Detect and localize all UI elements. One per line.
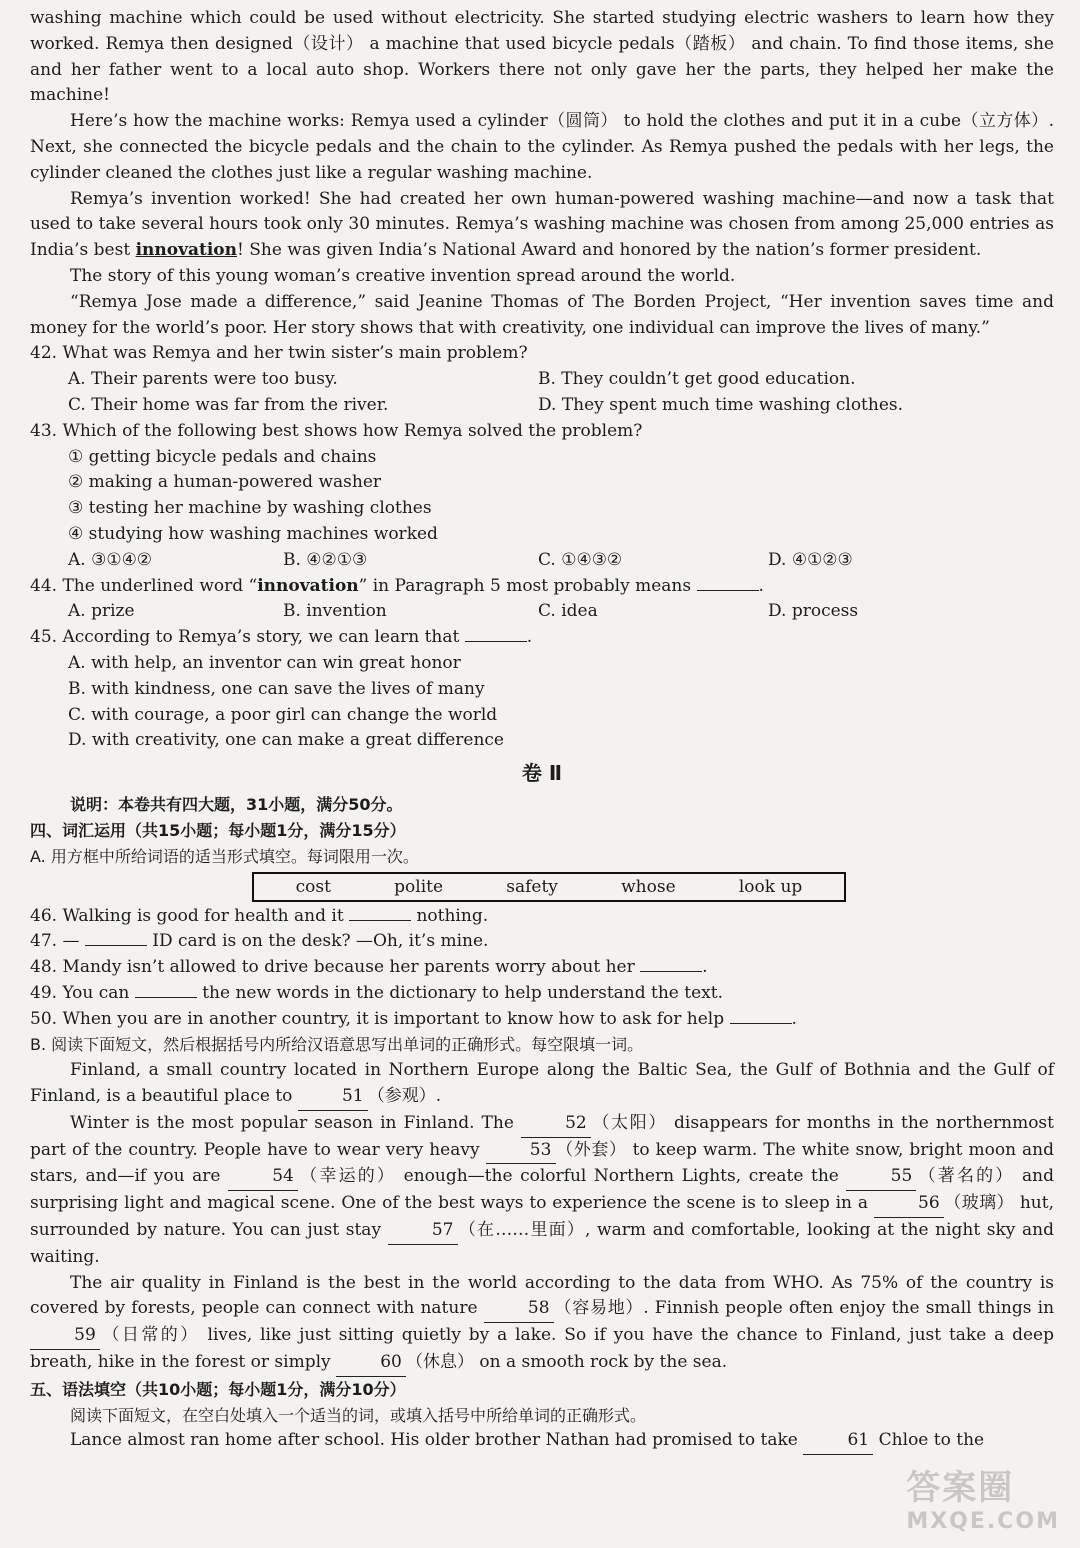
blank-55[interactable]: 55: [846, 1164, 916, 1191]
finland-text: （玻璃） hut, surrounded by nature. You can just stay: [30, 1193, 1054, 1241]
blank-59[interactable]: 59: [30, 1323, 100, 1350]
q43-item-4: ④ studying how washing machines worked: [68, 523, 438, 544]
q48-text-b: .: [702, 957, 708, 978]
passage-paragraph-4: The story of this young woman’s creative invention spread around the world.: [70, 265, 736, 286]
q45-option-c: C. with courage, a poor girl can change the world: [68, 704, 498, 725]
finland-text: （在……里面）, warm and comfortable, looking at the night sky and waiting.: [30, 1220, 1054, 1267]
finland-paragraph-1: [30, 1058, 1054, 1111]
q43-item-1: ① getting bicycle pedals and chains: [68, 446, 377, 467]
q44-option-b: B. invention: [283, 601, 387, 622]
para3-text-before: Remya’s invention worked! She had created her own human-powered washing machine—and now a task that used to take several hours took only 30 minutes. Remya’s washing machine was chosen from among 25,000 entries as India’s best: [30, 188, 1054, 261]
q43-item-3: ③ testing her machine by washing clothes: [68, 498, 432, 519]
q48-answer-blank[interactable]: [640, 955, 702, 972]
q44-stem-start: 44. The underlined word “: [30, 575, 258, 596]
watermark-main-text: 答案圈: [906, 1468, 1015, 1508]
finland-text: （日常的） lives, like just sitting quietly by a lake. So if you have the chance to Finland, just take a deep breath, hike in the forest or simply: [30, 1325, 1054, 1373]
question-43-stem: 43. Which of the following best shows how Remya solved the problem?: [30, 420, 643, 441]
para3-text-after: ! She was given India’s National Award and honored by the nation’s former president.: [236, 240, 982, 261]
blank-56[interactable]: 56: [874, 1191, 944, 1218]
finland-text: （太阳） disappears for months in the northernmost part of the country. People have to wear very heavy: [30, 1112, 1054, 1160]
question-44-stem: 44. The underlined word “innovation” in Paragraph 5 most probably means .: [30, 575, 764, 596]
finland-text: （休息） on a smooth rock by the sea.: [406, 1352, 728, 1373]
q45-stem-text: 45. According to Remya’s story, we can learn that: [30, 627, 460, 648]
grammar-text: Lance almost ran home after school. His older brother Nathan had promised to take: [70, 1430, 798, 1451]
word-box-item: safety: [506, 876, 558, 897]
q44-option-a: A. prize: [68, 601, 135, 622]
finland-text: The air quality in Finland is the best in the world according to the data from WHO. As 75% of the country is covered by forests, people can connect with nature: [30, 1272, 1054, 1319]
question-50: [30, 1007, 1054, 1033]
finland-text: （外套） to keep warm. The white snow, bright moon and stars, and—if you are: [30, 1139, 1055, 1187]
part-4a-instruction: A. 用方框中所给词语的适当形式填空。每词限用一次。: [30, 846, 419, 866]
blank-58[interactable]: 58: [484, 1296, 554, 1323]
grammar-passage-line: [30, 1428, 1054, 1455]
q44-answer-blank[interactable]: [697, 574, 759, 591]
word-box-item: cost: [295, 876, 331, 897]
q47-answer-blank[interactable]: [85, 929, 147, 946]
q46-text-a: 46. Walking is good for health and it: [30, 905, 344, 926]
section-2-title: 卷 Ⅱ: [521, 761, 563, 786]
part-5-instruction: 阅读下面短文，在空白处填入一个适当的词，或填入括号中所给单词的正确形式。: [70, 1405, 647, 1425]
q45-option-a: A. with help, an inventor can win great honor: [68, 652, 461, 673]
word-box-item: polite: [394, 876, 444, 897]
q43-option-c: C. ①④③②: [538, 549, 623, 570]
question-48: [30, 955, 1054, 981]
question-46: [30, 904, 1054, 930]
q44-stem-end: ” in Paragraph 5 most probably means: [358, 575, 692, 596]
question-45-stem: 45. According to Remya’s story, we can learn that .: [30, 627, 533, 648]
question-42-stem: 42. What was Remya and her twin sister’s main problem?: [30, 343, 528, 364]
word-box-item: whose: [621, 876, 676, 897]
finland-text: （参观）.: [367, 1086, 442, 1107]
passage-paragraph-3: [30, 187, 1054, 264]
q50-text-a: 50. When you are in another country, it is important to know how to ask for help: [30, 1008, 725, 1029]
q43-option-a: A. ③①④②: [68, 549, 153, 570]
q45-option-d: D. with creativity, one can make a great difference: [68, 730, 504, 751]
finland-paragraph-2: [30, 1111, 1054, 1271]
q49-text-a: 49. You can: [30, 982, 130, 1003]
blank-57[interactable]: 57: [388, 1218, 458, 1245]
finland-text: （容易地）. Finnish people often enjoy the small things in: [553, 1298, 1055, 1319]
q49-text-b: the new words in the dictionary to help understand the text.: [202, 982, 723, 1003]
finland-paragraph-3: [30, 1271, 1054, 1377]
question-42-options-row-1: [30, 367, 1054, 393]
blank-61[interactable]: 61: [803, 1428, 873, 1455]
q48-text-a: 48. Mandy isn’t allowed to drive because her parents worry about her: [30, 957, 635, 978]
q44-option-d: D. process: [768, 601, 859, 622]
q46-text-b: nothing.: [416, 905, 489, 926]
innovation-underlined-word: innovation: [135, 240, 237, 261]
finland-text: Winter is the most popular season in Finland. The: [70, 1112, 514, 1133]
q42-option-d: D. They spent much time washing clothes.: [538, 394, 904, 415]
blank-60[interactable]: 60: [336, 1350, 406, 1377]
finland-text: （著名的） and surprising light and magical scene. One of the best ways to experience the scene is to sleep in a: [30, 1166, 1055, 1214]
q47-text-b: ID card is on the desk? —Oh, it’s mine.: [152, 931, 489, 952]
question-49: [30, 981, 1054, 1007]
section-2-note: 说明：本卷共有四大题，31小题，满分50分。: [70, 795, 403, 815]
part-4b-instruction: B. 阅读下面短文，然后根据括号内所给汉语意思写出单词的正确形式。每空限填一词。: [30, 1035, 644, 1055]
q44-stem-word: innovation: [257, 575, 359, 596]
site-watermark-logo: [906, 1460, 1060, 1534]
q43-item-2: ② making a human-powered washer: [68, 472, 382, 493]
q46-answer-blank[interactable]: [349, 904, 411, 921]
q50-answer-blank[interactable]: [730, 1007, 792, 1024]
q42-option-a: A. Their parents were too busy.: [68, 369, 338, 390]
passage-paragraph-1: washing machine which could be used without electricity. She started studying electric washers to learn how they worked. Remya then designed（设计） a machine that used bicycle pedals（踏板） and chain. To find those items, she and her father went to a local auto shop. Workers there not only gave her the parts, they helped her make the machine!: [30, 8, 1054, 106]
q44-option-c: C. idea: [538, 601, 598, 622]
q43-option-b: B. ④②①③: [283, 549, 368, 570]
passage-paragraph-2: Here’s how the machine works: Remya used a cylinder（圆筒） to hold the clothes and put it in a cube（立方体）. Next, she connected the bicycle pedals and the chain to the cylinder. As Remya pushed the pedals with her legs, the cylinder cleaned the clothes just like a regular washing machine.: [30, 111, 1054, 183]
q42-option-b: B. They couldn’t get good education.: [538, 369, 856, 390]
finland-text: （幸运的） enough—the colorful Northern Lights, create the: [298, 1166, 839, 1187]
blank-51[interactable]: 51: [298, 1084, 368, 1111]
finland-text: Finland, a small country located in Northern Europe along the Baltic Sea, the Gulf of Bothnia and the Gulf of Finland, is a beautiful place to: [30, 1060, 1054, 1107]
part-5-title: 五、语法填空（共10小题；每小题1分，满分10分）: [30, 1379, 406, 1399]
part-4-title: 四、词汇运用（共15小题；每小题1分，满分15分）: [30, 820, 406, 840]
q42-option-c: C. Their home was far from the river.: [68, 394, 389, 415]
passage-paragraph-5: “Remya Jose made a difference,” said Jeanine Thomas of The Borden Project, “Her invention saves time and money for the world’s poor. Her story shows that with creativity, one individual can improve the lives of many.”: [30, 291, 1054, 338]
word-box: [252, 872, 846, 902]
grammar-text: Chloe to the: [878, 1430, 985, 1451]
watermark-sub-text: MXQE.COM: [906, 1509, 1060, 1534]
q45-answer-blank[interactable]: [465, 625, 527, 642]
q50-text-b: .: [791, 1008, 797, 1029]
question-44-options: [30, 599, 1054, 625]
blank-54[interactable]: 54: [228, 1164, 298, 1191]
question-47: [30, 929, 1054, 955]
blank-53[interactable]: 53: [486, 1138, 556, 1165]
q49-answer-blank[interactable]: [135, 981, 197, 998]
q43-option-d: D. ④①②③: [768, 549, 853, 570]
q47-text-a: 47. —: [30, 931, 80, 952]
question-43-options: [30, 548, 1054, 574]
blank-52[interactable]: 52: [521, 1111, 591, 1138]
word-box-item: look up: [738, 876, 803, 897]
q45-option-b: B. with kindness, one can save the lives of many: [68, 678, 485, 699]
question-42-options-row-2: [30, 393, 1054, 419]
